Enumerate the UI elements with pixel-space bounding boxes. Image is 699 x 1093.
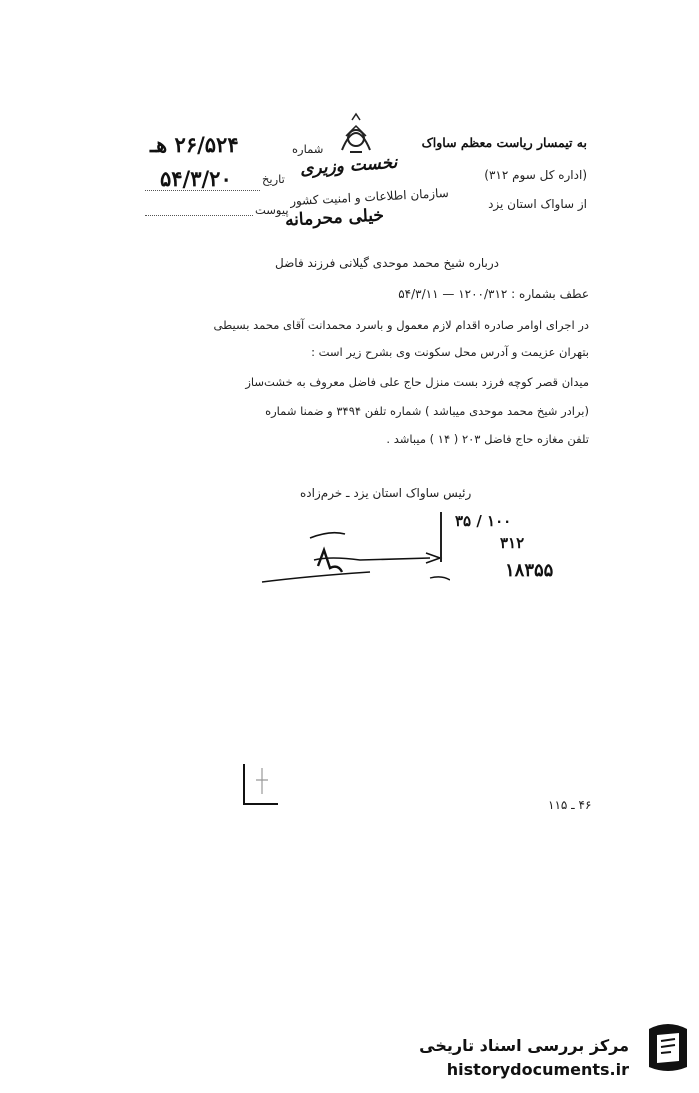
org-stamp: سازمان اطلاعات و امنیت کشور (289, 185, 450, 209)
department: (اداره کل سوم ۳۱۲) (484, 168, 587, 182)
date-value: ۵۴/۳/۲۰ (160, 166, 232, 191)
attachment-label: پیوست (255, 203, 289, 217)
reference-line: عطف بشماره : ۱۲۰۰/۳۱۲ — ۵۴/۳/۱۱ (398, 287, 589, 301)
page-number: ۴۶ ـ ۱۱۵ (548, 798, 592, 812)
signature-title: رئیس ساواک استان یزد ـ خرم‌زاده (300, 486, 472, 500)
subject-line: درباره شیخ محمد موحدی گیلانی فرزند فاضل (275, 256, 499, 270)
body-line-3: میدان قصر کوچه فرزد بست منزل حاج علی فاضل معروف به خشت‌ساز (245, 375, 589, 389)
date-label: تاریخ (262, 172, 285, 186)
addressee-line: به تیمسار ریاست معظم ساواک (421, 135, 587, 150)
handwritten-title: نخست وزیری (299, 152, 398, 180)
archive-logo-icon (645, 1017, 691, 1075)
footer-brand: مرکز بررسی اسناد تاریخی (419, 1036, 629, 1055)
number-value: ۲۶/۵۲۴ هـ (150, 132, 239, 157)
body-line-1: در اجرای اوامر صادره اقدام لازم معمول و باسرد محمدانت آقای محمد بسیطی (213, 318, 589, 332)
body-line-2: بتهران عزیمت و آدرس محل سکونت وی بشرح زیر است : (311, 345, 589, 359)
attachment-dotted-line (145, 215, 253, 216)
receipt-stamp-line2: ۳۱۲ (500, 534, 525, 552)
from-line: از ساواک استان یزد (488, 197, 587, 211)
box-mark-icon (238, 760, 284, 810)
signature-scribble (250, 520, 450, 590)
emblem-icon (330, 112, 382, 160)
number-label: شماره (292, 142, 324, 156)
body-line-5: تلفن مغازه حاج فاضل ۲۰۳ ( ۱۴ ) میباشد . (386, 432, 589, 446)
confidential-mark: خیلی محرمانه (284, 205, 385, 231)
receipt-stamp-number: ۱۸۳۵۵ (505, 560, 554, 581)
footer-url: historydocuments.ir (446, 1060, 629, 1079)
body-line-4: (برادر شیخ محمد موحدی میباشد ) شماره تلفن ۳۴۹۴ و ضمنا شماره (265, 404, 589, 418)
receipt-stamp-line1: ۳۵ / ۱۰۰ (455, 512, 512, 530)
